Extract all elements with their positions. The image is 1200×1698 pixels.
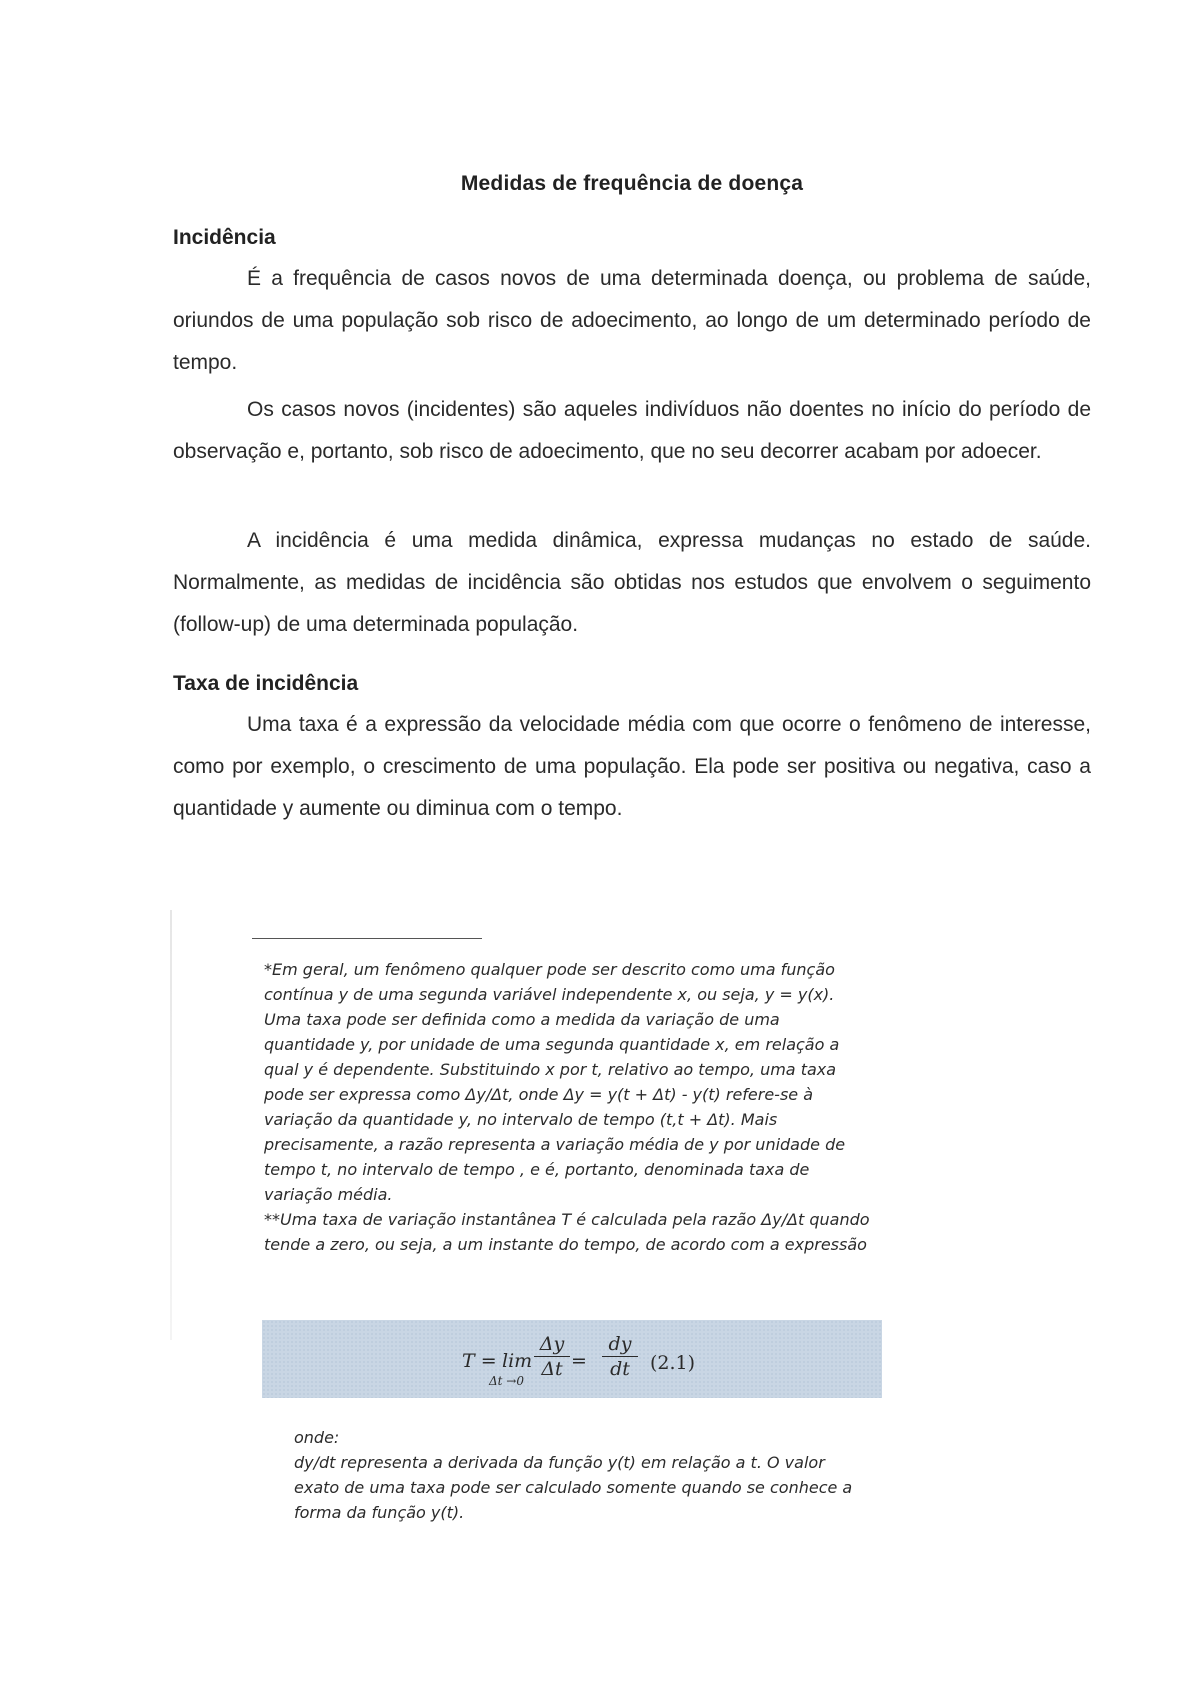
footnote-general-rate: *Em geral, um fenômeno qualquer pode ser descrito como uma função contínua y de uma segunda variável independente x, ou seja, y = y(x). Uma taxa pode ser definida como a medida da variação de uma quantidade y, por unidade de uma segunda quantidade x, em relação a qual y é dependente. Substituindo x por t, relativo ao tempo, uma taxa pode ser expressa como Δy/Δt, onde Δy = y(t + Δt) - y(t) refere-se à variação da quantidade y, no intervalo de tempo (t,t + Δt). Mais precisamente, a razão representa a variação média de y por unidade de tempo t, no intervalo de tempo , e é, portanto, denominada taxa de variação média. [264,960,846,1204]
formula-fraction-delta [534,1332,570,1381]
where-block [294,1425,854,1525]
formula-equals: = [571,1350,587,1372]
footnote-instantaneous-rate: **Uma taxa de variação instantânea T é calculada pela razão Δy/Δt quando tende a zero, ou seja, a um instante do tempo, de acordo com a expressão [264,1210,870,1254]
footnote-text-block [264,957,874,1257]
section-heading-taxa-incidencia: Taxa de incidência [173,672,359,695]
formula-fraction-derivative [602,1332,638,1381]
scanned-book-excerpt [170,910,1020,1570]
paragraph-dynamic-measure: A incidência é uma medida dinâmica, expressa mudanças no estado de saúde. Normalmente, as medidas de incidência são obtidas nos estudos que envolvem o seguimento (follow-up) de uma determinada população. [173,529,1091,636]
formula-equation-number: (2.1) [650,1352,696,1374]
formula-lhs: T = [462,1350,497,1372]
where-label: onde: [294,1428,340,1447]
section-heading-incidencia: Incidência [173,226,276,249]
paragraph-rate-definition: Uma taxa é a expressão da velocidade média com que ocorre o fenômeno de interesse, como por exemplo, o crescimento de uma população. Ela pode ser positiva ou negativa, caso a quantidade y aumente ou diminua com o tempo. [173,713,1091,820]
formula-box [262,1320,882,1398]
paragraph-incidencia-definition: É a frequência de casos novos de uma determinada doença, ou problema de saúde, oriundos de uma população sob risco de adoecimento, ao longo de um determinado período de tempo. [173,267,1091,374]
fraction-derivative-denominator: dt [610,1358,630,1380]
fraction-delta-numerator: Δy [534,1332,570,1357]
footnote-separator-rule [252,938,482,939]
document-title: Medidas de frequência de doença [460,172,804,195]
formula-limit-subscript: Δt →0 [489,1374,524,1388]
formula-limit: lim [502,1350,533,1372]
scan-edge-shadow [170,910,172,1340]
where-explanation: dy/dt representa a derivada da função y(t) em relação a t. O valor exato de uma taxa pode ser calculado somente quando se conhece a forma da função y(t). [294,1453,853,1522]
paragraph-new-cases: Os casos novos (incidentes) são aqueles indivíduos não doentes no início do período de observação e, portanto, sob risco de adoecimento, que no seu decorrer acabam por adoecer. [173,398,1091,463]
fraction-delta-denominator: Δt [541,1358,563,1380]
fraction-derivative-numerator: dy [602,1332,638,1357]
